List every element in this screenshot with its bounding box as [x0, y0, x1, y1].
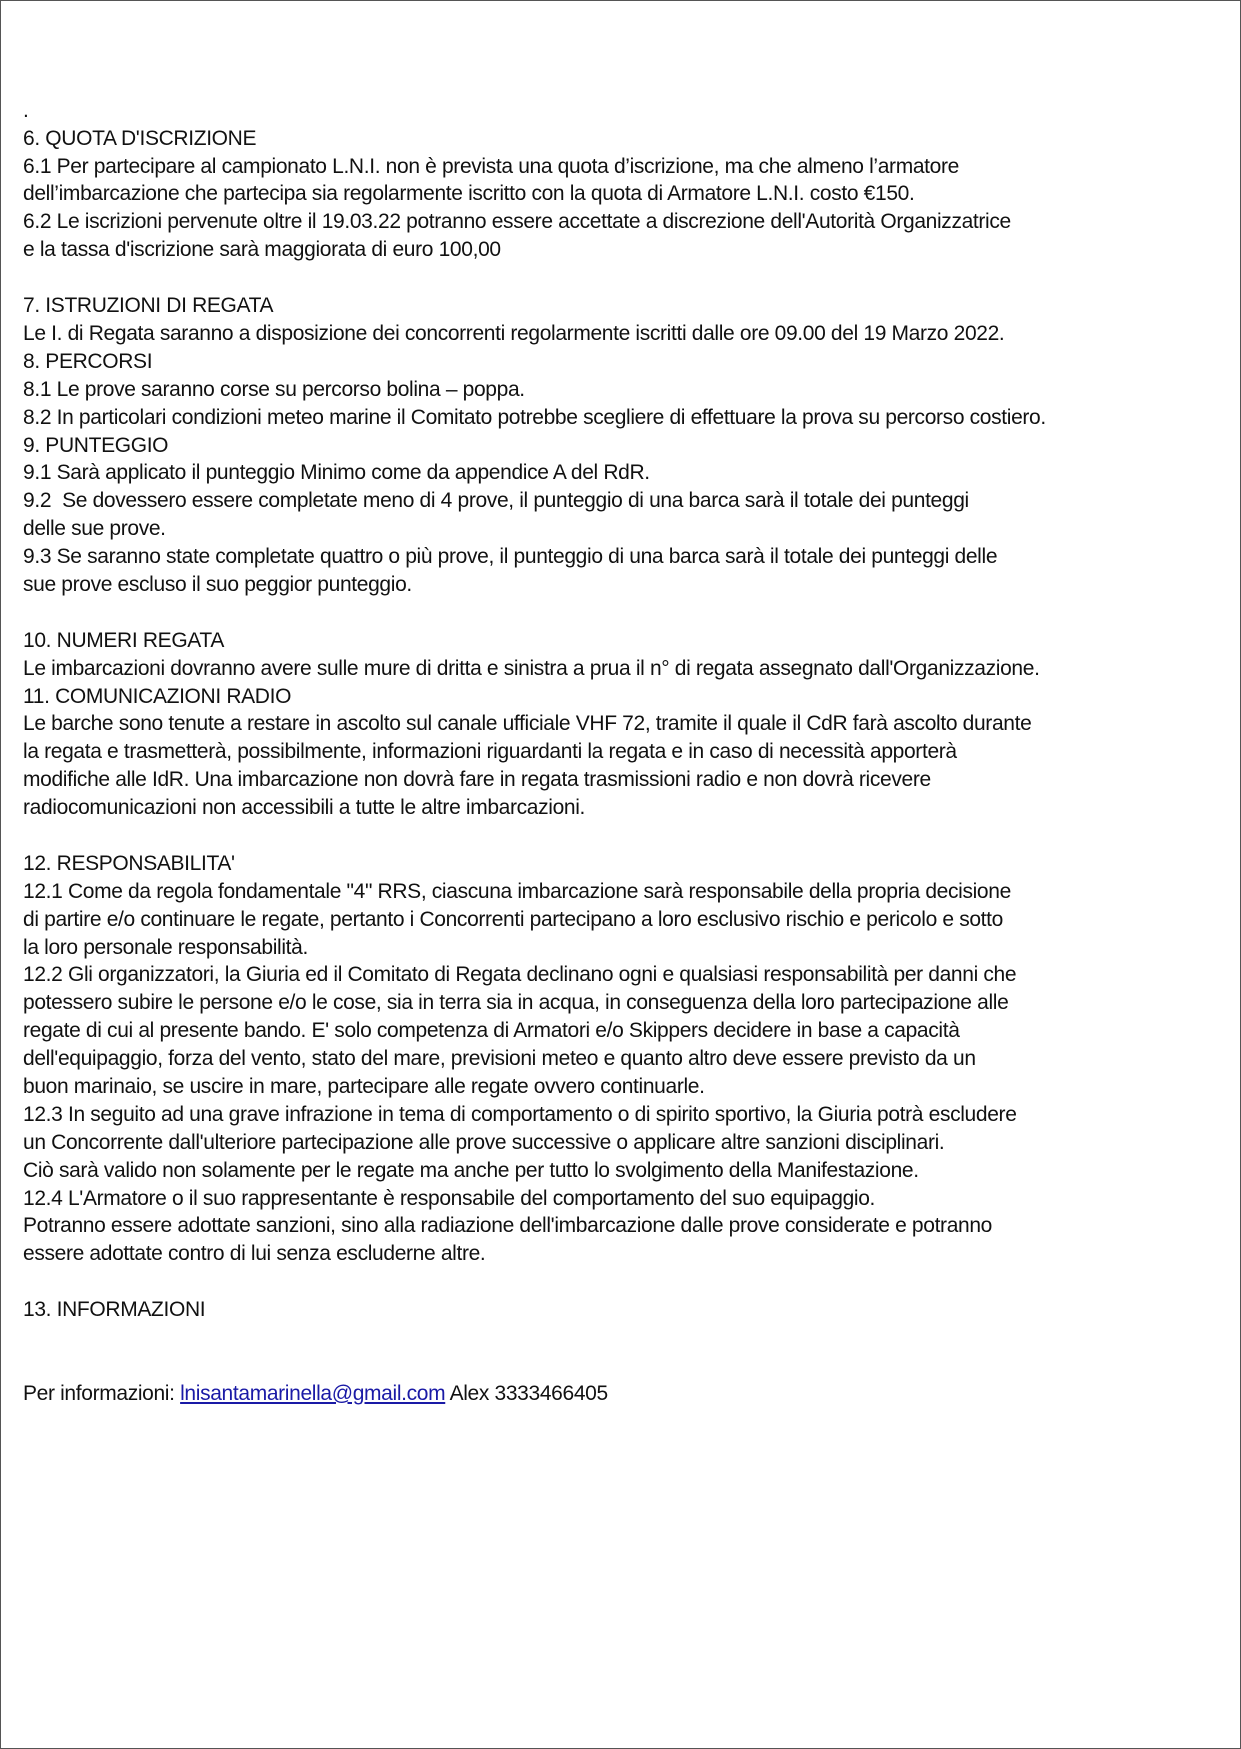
text-line: 9.1 Sarà applicato il punteggio Minimo come da appendice A del RdR.	[23, 461, 650, 485]
text-line: .	[23, 98, 29, 122]
text-line: un Concorrente dall'ulteriore partecipazione alle prove successive o applicare altre sanzioni disciplinari.	[23, 1130, 945, 1154]
text-line: delle sue prove.	[23, 517, 166, 541]
text-line: 12.1 Come da regola fondamentale "4" RRS, ciascuna imbarcazione sarà responsabile della propria decisione	[23, 879, 1011, 903]
text-line: 9.2 Se dovessero essere completate meno di 4 prove, il punteggio di una barca sarà il totale dei punteggi	[23, 489, 969, 513]
text-line: 6.1 Per partecipare al campionato L.N.I. non è prevista una quota d’iscrizione, ma che almeno l’armatore	[23, 154, 959, 178]
email-link[interactable]: lnisantamarinella@gmail.com	[180, 1381, 446, 1405]
text-line: buon marinaio, se uscire in mare, partecipare alle regate ovvero continuarle.	[23, 1074, 705, 1098]
text-line: essere adottate contro di lui senza escluderne altre.	[23, 1242, 486, 1266]
text-line: Ciò sarà valido non solamente per le regate ma anche per tutto lo svolgimento della Manifestazione.	[23, 1158, 919, 1182]
text-line: dell'equipaggio, forza del vento, stato del mare, previsioni meteo e quanto altro deve essere previsto da un	[23, 1047, 976, 1071]
text-line: 6.2 Le iscrizioni pervenute oltre il 19.03.22 potranno essere accettate a discrezione dell'Autorità Organizzatrice	[23, 210, 1011, 234]
text-line: Le I. di Regata saranno a disposizione dei concorrenti regolarmente iscritti dalle ore 09.00 del 19 Marzo 2022.	[23, 321, 1005, 345]
blank-line	[23, 1268, 1046, 1296]
text-line: la regata e trasmetterà, possibilmente, informazioni riguardanti la regata e in caso di necessità apporterà	[23, 740, 957, 764]
text-line: di partire e/o continuare le regate, pertanto i Concorrenti partecipano a loro esclusivo rischio e pericolo e sotto	[23, 907, 1003, 931]
blank-line	[23, 264, 1046, 292]
text-line: 8. PERCORSI	[23, 349, 153, 373]
text-line: e la tassa d'iscrizione sarà maggiorata di euro 100,00	[23, 238, 501, 262]
text-line: Le imbarcazioni dovranno avere sulle mure di dritta e sinistra a prua il n° di regata assegnato dall'Organizzazione.	[23, 656, 1040, 680]
contact-line	[23, 1380, 1046, 1408]
blank-line	[23, 822, 1046, 850]
text-line: regate di cui al presente bando. E' solo competenza di Armatori e/o Skippers decidere in base a capacità	[23, 1019, 960, 1043]
text-line: radiocomunicazioni non accessibili a tutte le altre imbarcazioni.	[23, 796, 586, 820]
text-line: dell’imbarcazione che partecipa sia regolarmente iscritto con la quota di Armatore L.N.I. costo €150.	[23, 182, 915, 206]
text-line: 11. COMUNICAZIONI RADIO	[23, 684, 292, 708]
text-line: 9.3 Se saranno state completate quattro o più prove, il punteggio di una barca sarà il totale dei punteggi delle	[23, 545, 998, 569]
text-line: modifiche alle IdR. Una imbarcazione non dovrà fare in regata trasmissioni radio e non dovrà ricevere	[23, 768, 931, 792]
text-line: 8.2 In particolari condizioni meteo marine il Comitato potrebbe scegliere di effettuare la prova su percorso costiero.	[23, 405, 1046, 429]
text-lines	[23, 97, 1046, 1324]
text-line: sue prove escluso il suo peggior punteggio.	[23, 572, 412, 596]
blank-line	[23, 599, 1046, 627]
text-line: 12.4 L'Armatore o il suo rappresentante è responsabile del comportamento del suo equipaggio.	[23, 1186, 876, 1210]
text-line: 12. RESPONSABILITA'	[23, 851, 235, 875]
text-line: 7. ISTRUZIONI DI REGATA	[23, 294, 274, 318]
contact-suffix: Alex 3333466405	[445, 1381, 608, 1405]
text-line: 13. INFORMAZIONI	[23, 1298, 206, 1322]
text-line: Potranno essere adottate sanzioni, sino alla radiazione dell'imbarcazione dalle prove considerate e potranno	[23, 1214, 993, 1238]
contact-prefix: Per informazioni:	[23, 1381, 181, 1405]
text-line: la loro personale responsabilità.	[23, 935, 308, 959]
text-line: 12.3 In seguito ad una grave infrazione in tema di comportamento o di spirito sportivo, la Giuria potrà escludere	[23, 1102, 1017, 1126]
text-line: Le barche sono tenute a restare in ascolto sul canale ufficiale VHF 72, tramite il quale il CdR farà ascolto durante	[23, 712, 1032, 736]
text-line: 6. QUOTA D'ISCRIZIONE	[23, 126, 257, 150]
text-line: potessero subire le persone e/o le cose, sia in terra sia in acqua, in conseguenza della loro partecipazione alle	[23, 991, 1009, 1015]
document-body	[23, 41, 1046, 1464]
text-line: 9. PUNTEGGIO	[23, 433, 169, 457]
text-line: 10. NUMERI REGATA	[23, 628, 224, 652]
text-line: 8.1 Le prove saranno corse su percorso bolina – poppa.	[23, 377, 525, 401]
text-line: 12.2 Gli organizzatori, la Giuria ed il Comitato di Regata declinano ogni e qualsiasi responsabilità per danni che	[23, 963, 1017, 987]
